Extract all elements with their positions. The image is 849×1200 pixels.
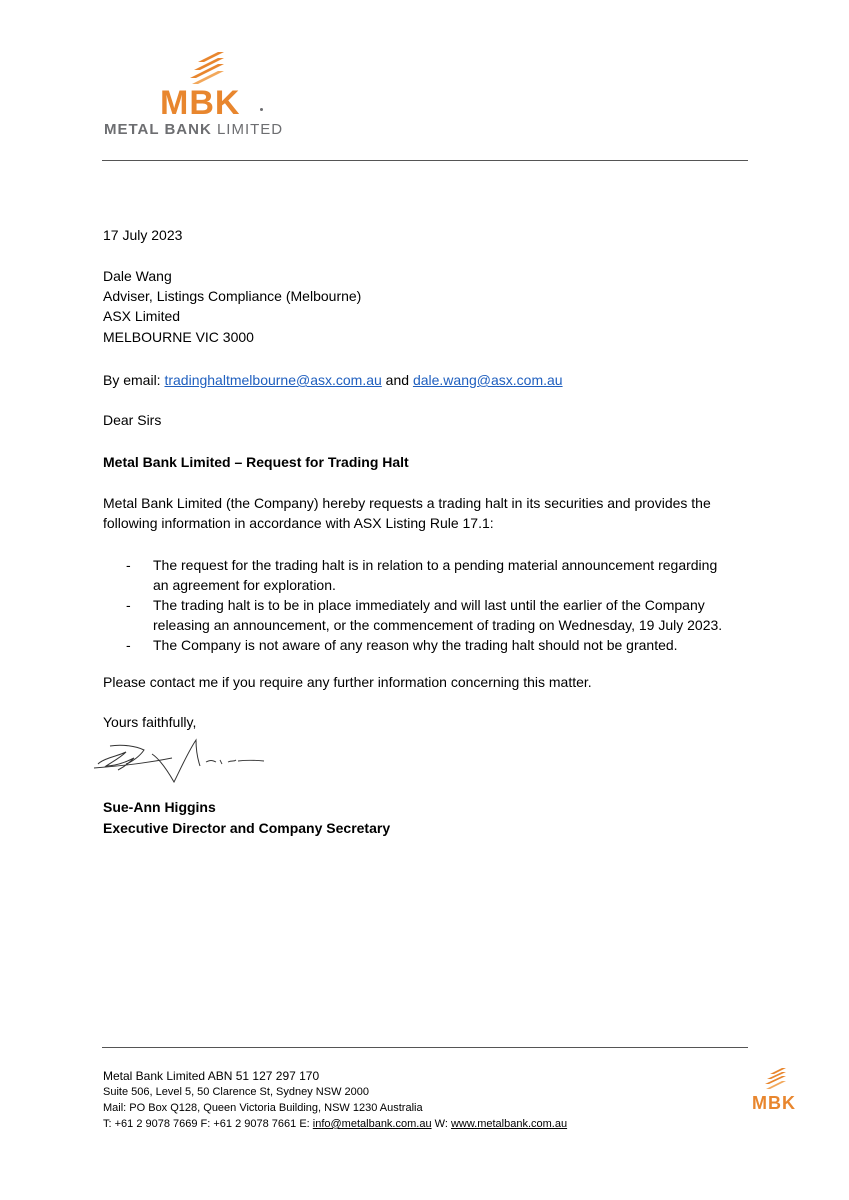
email-line (103, 370, 563, 390)
footer-contact (103, 1116, 567, 1132)
signatory-name: Sue-Ann Higgins (103, 799, 216, 815)
footer-block (103, 1068, 567, 1132)
footer-mail: Mail: PO Box Q128, Queen Victoria Building, NSW 1230 Australia (103, 1102, 423, 1114)
bullet-text-line: The request for the trading halt is in relation to a pending material announcement regarding (153, 557, 718, 573)
logo-dot (260, 108, 263, 111)
footer-email-link[interactable]: info@metalbank.com.au (312, 1118, 432, 1130)
email-conjunction: and (381, 372, 413, 388)
footer-logo-mark: MBK (752, 1093, 796, 1113)
logo-name (104, 122, 283, 138)
bullet-text-line: The trading halt is to be in place immediately and will last until the earlier of the Company (153, 597, 705, 613)
recipient-organisation: ASX Limited (103, 308, 181, 324)
list-item (103, 595, 753, 635)
list-item (103, 635, 753, 655)
bullet-dash: - (126, 557, 131, 573)
bullet-text-line: an agreement for exploration. (153, 577, 336, 593)
salutation: Dear Sirs (103, 412, 162, 428)
sign-off: Yours faithfully, (103, 714, 197, 730)
closing-request: Please contact me if you require any further information concerning this matter. (103, 674, 592, 690)
footer-company: Metal Bank Limited ABN 51 127 297 170 (103, 1069, 320, 1083)
footer-web-prefix: W: (431, 1118, 451, 1130)
intro-line-2: following information in accordance with ASX Listing Rule 17.1: (103, 515, 494, 531)
email-prefix: By email: (103, 372, 165, 388)
footer-phone: T: +61 2 9078 7669 F: +61 2 9078 7661 E: (103, 1118, 313, 1130)
footer-address: Suite 506, Level 5, 50 Clarence St, Sydney NSW 2000 (103, 1086, 369, 1098)
bullet-text-line: The Company is not aware of any reason why the trading halt should not be granted. (153, 637, 678, 653)
bullet-list (103, 555, 753, 655)
footer-divider (102, 1047, 748, 1048)
bullet-text-line: releasing an announcement, or the commencement of trading on Wednesday, 19 July 2023. (153, 617, 723, 633)
bullet-dash: - (126, 637, 131, 653)
letter-date: 17 July 2023 (103, 227, 183, 243)
company-logo (104, 52, 324, 142)
email-link-dale-wang[interactable]: dale.wang@asx.com.au (412, 372, 563, 388)
letter-subject: Metal Bank Limited – Request for Trading Halt (103, 454, 409, 470)
email-link-trading-halt[interactable]: tradinghaltmelbourne@asx.com.au (164, 372, 382, 388)
logo-name-bold: METAL BANK (104, 121, 212, 138)
header-divider (102, 160, 748, 161)
signature-image (92, 736, 268, 786)
recipient-name: Dale Wang (103, 268, 172, 284)
logo-stripes-icon (188, 52, 232, 86)
recipient-address: MELBOURNE VIC 3000 (103, 329, 254, 345)
list-item (103, 555, 753, 595)
logo-mark: MBK (160, 84, 241, 122)
footer-website-link[interactable]: www.metalbank.com.au (450, 1118, 568, 1130)
intro-line-1: Metal Bank Limited (the Company) hereby requests a trading halt in its securities and provides the (103, 495, 711, 511)
logo-name-light: LIMITED (216, 121, 284, 138)
recipient-title: Adviser, Listings Compliance (Melbourne) (103, 288, 362, 304)
footer-logo (748, 1068, 810, 1114)
footer-logo-stripes-icon (764, 1068, 790, 1090)
signatory-title: Executive Director and Company Secretary (103, 820, 391, 836)
bullet-dash: - (126, 597, 131, 613)
